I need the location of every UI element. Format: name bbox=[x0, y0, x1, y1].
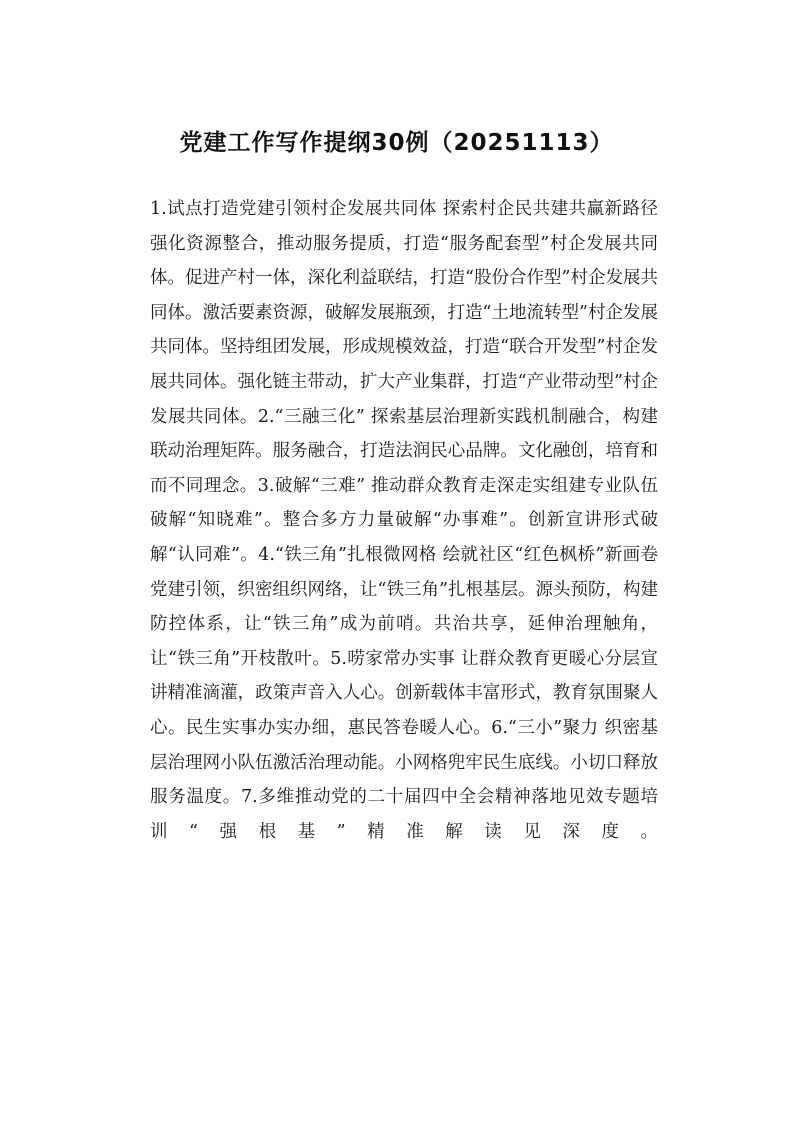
document-title: 党建工作写作提纲30例（20251113） bbox=[179, 130, 614, 156]
document-body-text: 1.试点打造党建引领村企发展共同体 探索村企民共建共赢新路径强化资源整合，推动服务提质，打造“服务配套型”村企发展共同体。促进产村一体，深化利益联结，打造“股份合作型”村企发展共同体。激活要素资源，破解发展瓶颈，打造“土地流转型”村企发展共同体。坚持组团发展，形成规模效益，打造“联合开发型”村企发展共同体。强化链主带动，扩大产业集群，打造“产业带动型”村企发展共同体。2.“三融三化” 探索基层治理新实践机制融合，构建联动治理矩阵。服务融合，打造法润民心品牌。文化融创，培育和而不同理念。3.破解“三难” 推动群众教育走深走实组建专业队伍破解“知晓难”。整合多方力量破解“办事难”。创新宣讲形式破解“认同难”。4.“铁三角”扎根微网格 绘就社区“红色枫桥”新画卷党建引领，织密组织网络，让“铁三角”扎根基层。源头预防，构建防控体系，让“铁三角”成为前哨。共治共享，延伸治理触角，让“铁三角”开枝散叶。5.唠家常办实事 让群众教育更暖心分层宣讲精准滴灌，政策声音入人心。创新载体丰富形式，教育氛围聚人心。民生实事办实办细，惠民答卷暖人心。6.“三小”聚力 织密基层治理网小队伍激活治理动能。小网格兜牢民生底线。小切口释放服务温度。7.多维推动党的二十届四中全会精神落地见效专题培训“强根基”精准解读见深度。 bbox=[150, 199, 658, 842]
